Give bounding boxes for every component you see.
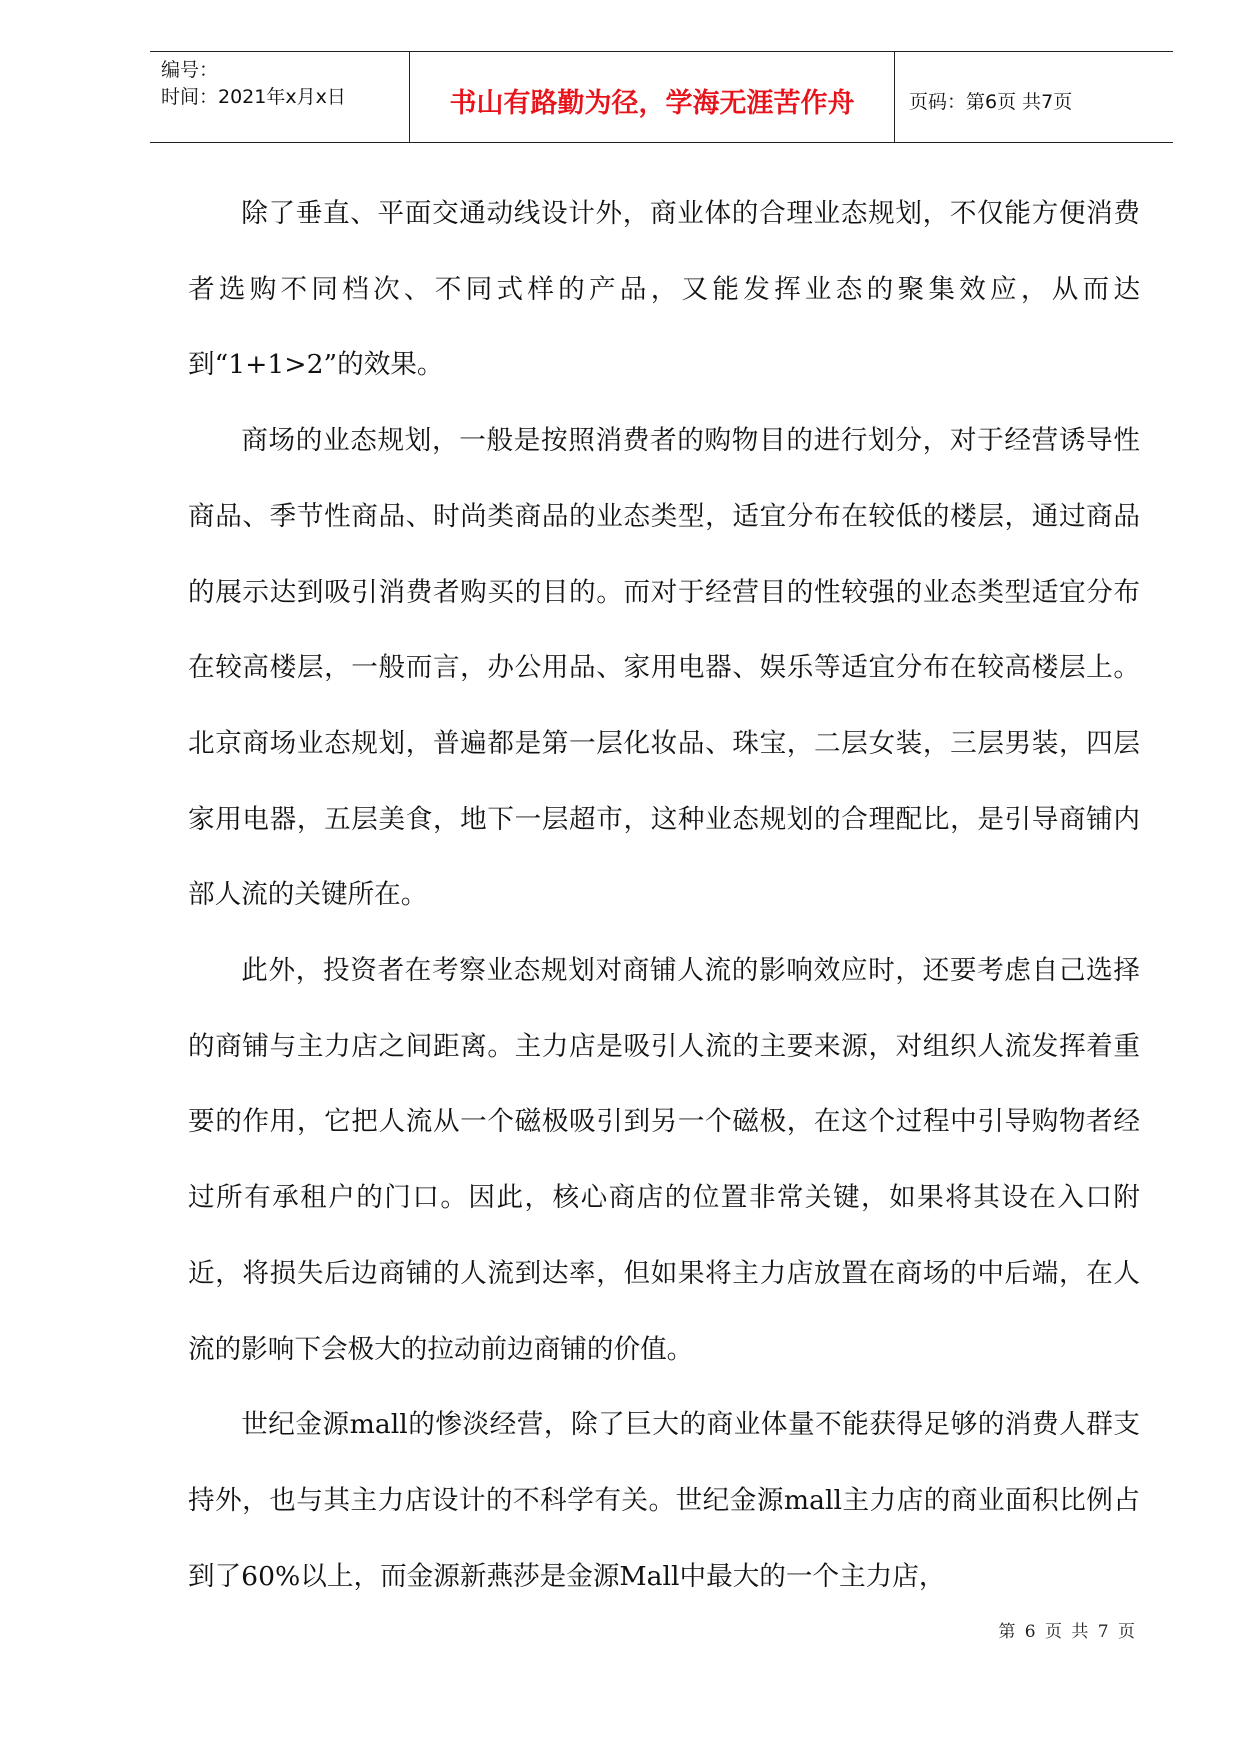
body-paragraph: 世纪金源mall的惨淡经营，除了巨大的商业体量不能获得足够的消费人群支持外，也与其主力店设计的不科学有关。世纪金源mall主力店的商业面积比例占到了60%以上，而金源新燕莎是金源Mall中最大的一个主力店， [188, 1409, 1140, 1592]
body-paragraph: 除了垂直、平面交通动线设计外，商业体的合理业态规划，不仅能方便消费者选购不同档次、不同式样的产品，又能发挥业态的聚集效应，从而达到“1+1>2”的效果。 [188, 198, 1140, 381]
page-header [150, 51, 1173, 143]
header-meta [150, 52, 410, 142]
document-time: 时间：2021年x月x日 [161, 86, 346, 108]
header-motto: 书山有路勤为径，学海无涯苦作舟 [410, 52, 895, 142]
document-number-label: 编号： [161, 59, 219, 81]
header-page-info: 页码：第6页 共7页 [909, 91, 1073, 113]
body-paragraph: 商场的业态规划，一般是按照消费者的购物目的进行划分，对于经营诱导性商品、季节性商品、时尚类商品的业态类型，适宜分布在较低的楼层，通过商品的展示达到吸引消费者购买的目的。而对于经营目的性较强的业态类型适宜分布在较高楼层，一般而言，办公用品、家用电器、娱乐等适宜分布在较高楼层上。北京商场业态规划，普遍都是第一层化妆品、珠宝，二层女装，三层男装，四层家用电器，五层美食，地下一层超市，这种业态规划的合理配比，是引导商铺内部人流的关键所在。 [188, 425, 1140, 911]
document-body [188, 176, 1140, 1614]
page-footer: 第 6 页 共 7 页 [998, 1622, 1137, 1642]
body-paragraph: 此外，投资者在考察业态规划对商铺人流的影响效应时，还要考虑自己选择的商铺与主力店之间距离。主力店是吸引人流的主要来源，对组织人流发挥着重要的作用，它把人流从一个磁极吸引到另一个磁极，在这个过程中引导购物者经过所有承租户的门口。因此，核心商店的位置非常关键，如果将其设在入口附近，将损失后边商铺的人流到达率，但如果将主力店放置在商场的中后端，在人流的影响下会极大的拉动前边商铺的价值。 [188, 955, 1140, 1365]
